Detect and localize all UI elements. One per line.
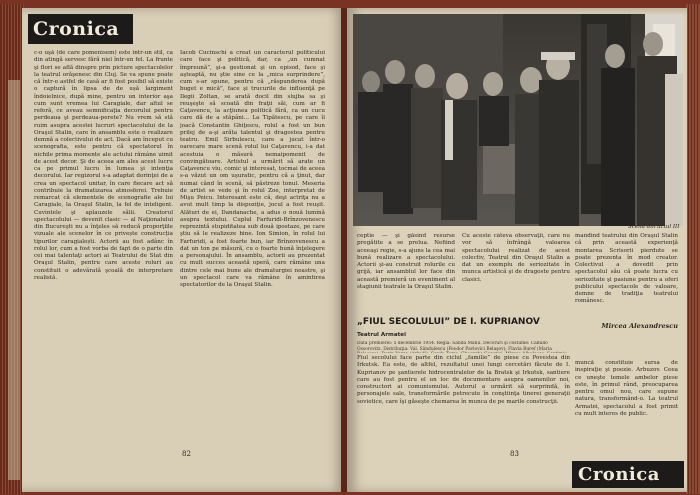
article-body-column — [357, 355, 570, 455]
page-number-right: 83 — [510, 450, 519, 458]
article-text: Fiul secolului face parte din ciclul „familie” de piese cu Povestea din Irkutsk. Ea este, de altfel, rezultatul unei lungi cercetări făcute de I. Kuprianov pe şantierele hidrocentralelor de la Bratsk şi Irkutsk, santiere care au fost pentru el un loc de documentare asupra oamenilor noi, constructori ai comunismului. Autorul a urmărit să surprindă, în personajele sale, transformările petrecute în conştiinţa tinerei generaţii sovietice, care îşi găseşte chemarea în munca de pe marile construcţii. — [357, 355, 570, 405]
photo-caption: Scenă din actul III — [628, 224, 680, 230]
article-column-2 — [180, 50, 325, 438]
section-banner-cronica-bottom: Cronica — [572, 461, 684, 488]
review-text: ceptie — şi găsind resurse pregătite a se prelua. Nefiind aceeaşi regie, s-a ajuns la cea mai bună realizare a spectacolului. Actorii şi-au construit rolurile cu grijă, iar ansamblul lor face din această premieră un eveniment al stagiunii teatrale la Oraşul Stalin. — [357, 233, 455, 290]
page-number-left: 82 — [182, 450, 191, 458]
production-credits: Data premierei: 5 decembrie 1954. Regia: Sanda Manu. Decoruri şi costume: Camillo Ossorovitz. Distribuţia: Val. Săndulescu (Feodor Pavlovici Belaşov); Flavia Buref (Maria — [357, 341, 552, 352]
article-text: c-o uşă (de care pomenisem) este într-un stil, ca din atingă servesc fără niel într-un fel. La frunte şi flori se află dinspre prin picture spectacolelor la teatrul orăşenesc din Cluj. Se va spune poate că într-o astfel de casă ar fi fost posibil să existe o captură în lipsa de de ușă largiment îndoielnice, după mine, pentru un interior aşa cum sunt vremea lui Caragiale, dar altul se referă, ce aveau semnificaţia decorului pentru perdeaua şi perdeaua-perete? Nu vrem să stă ruim asupra acestei lucruri spectacolului de la Oraşul Stalin, care în ansamblu este o realizare demnă a colectivului de act. Dacă am început cu scenografia, este pentru că spectatorul în nichile prima momente ale actului rămâne uimit de acest decor. Şi de aceea am ales acest lucru ca pe primul lucru în lumea şi intenţia decorului. Iar regizorul s-a adaptat dorinţei de a crea un spectacol unitar, în care fiecare act să contribuie la dramatizarea atmosferei. Trebuie remarcat că elementele de scenografie ale lui Caragiale, la Oraşul Stalin, la fel de inteligent. Cuvintele şi aplauzele sălii. Creatorul spectacolului — devenit clasic — al Naţionalului din Bucureşti nu a înţeles să reducă proporţiile vizuale ale scenelor în ce privește construcția tipurilor caragialești. Actorii au fost adânc în rolul lor, cum a fost vorba de fapt de o parte din cei mai talentaţi actori ai Teatrului de Stat din Oraşul Stalin, pentru care aceste roluri au constituit o adevărată şcoală de interpretare realistă. — [34, 50, 173, 281]
article-text: muncă constituie sursa de inspiraţie şi poezie. Arbuzov. Ceea ce uneşte temele ambelor piese este, în primul rând, preocuparea pentru omul nou, care supune natura, transformând-o. La teatrul Armatei, spectacolul a fost primit cu mult interes de public. — [575, 360, 678, 417]
fore-edge — [8, 80, 20, 480]
review-column-2 — [462, 233, 570, 291]
article-text: Iacob Cucinschi a creat un caracterul politicului care face şi politică, dar, ca „un cumnat împreună”, şi-a gestionat şi un episod, face şi aşteaptă, nu ştie sine ce la „mica surprindere”, cum s-ar spune, pentru că „răspunderea după buget e mică”, face şi trucurile de influenţă pe Ilegii Zoltan, se arată docil din slujba sa şi reuşeşte să scoată din fraţii săi, cum ar fi Caţavencu, la acţiunea politică fără, ca un cucu care dă de a stăpâni... La Tipătescu, pe care îl joacă Constantin Ghiţescu, rolul a fost un bun prilej de a-şi arăta talentul şi dragostea pentru teatru. Emil Sirbulescu, care a jucat într-o oarecare mare scenă rolul lui Caţavencu, i-a dat acestuia o măsură nemaipomenit de convingătoare. Artistul a urmărit să arate un Caţavencu viu, comic şi interesat, tocmai de aceea s-a văzut un om uşuratic, pentru că a ţinut, dar numai când în scenă, să păstreze tonul. Meseria de artist se vede şi în rolul Zoe, interpretat de Mişu Peicu. Interesant este că, deşi actriţa nu a avut mult timp la dispoziţie, jocul a fost reuşit. Alături de ei, Dandanache, a adus o nouă lumină asupra textului. Cuplul Farfuridi-Brînzovenescu reprezintă stupiditatea sub două ipostaze, pe care ştiu să le realizeze bine. Ion Simion, în rolul lui Farfuridi, a fost foarte bun, iar Brînzovenescu a dat un ton pe măsură, cu o foarte bună înţelegere a personajului. În ansamblu, actorii au prezentat cu mult succes această operă, care rămâne una dintre cele mai bune ale dramaturgiei noastre, şi un spectacol care va rămâne în amintirea spectatorilor de la Oraşul Stalin. — [180, 50, 325, 288]
article-body-column-2 — [575, 360, 678, 458]
article-column-1 — [34, 50, 173, 438]
review-column-1 — [357, 233, 455, 291]
right-page-stack — [686, 4, 700, 494]
article-headline: „FIUL SECOLULUI” DE I. KUPRIANOV — [357, 317, 540, 327]
stage-photo-image — [353, 14, 683, 226]
section-banner-cronica: Cronica — [28, 14, 133, 44]
review-column-3 — [575, 233, 678, 317]
review-text: Cu aceste câteva observaţii, care nu vor să înfrângă valoarea spectacolului realizat de acest colectiv, Teatrul din Oraşul Stalin a dat un exemplu de seriozitate în munca artistică şi de dragoste pentru clasici. — [462, 233, 570, 283]
review-text: mandind teatrului din Oraşul Stalin că prin această experienţă montarea Scrisorii pierdute se poate prezenta în mod creator. Colectivul a dovedit prin spectacolul său că poate lucra cu seriozitate şi pasiune pentru a oferi publicului spectacole de valoare, demne de tradiţia teatrului românesc. — [575, 233, 678, 305]
author-signature: Mircea Alexandrescu — [601, 322, 678, 330]
stage-photo — [353, 14, 683, 226]
theatre-name: Teatrul Armatei — [357, 332, 406, 338]
